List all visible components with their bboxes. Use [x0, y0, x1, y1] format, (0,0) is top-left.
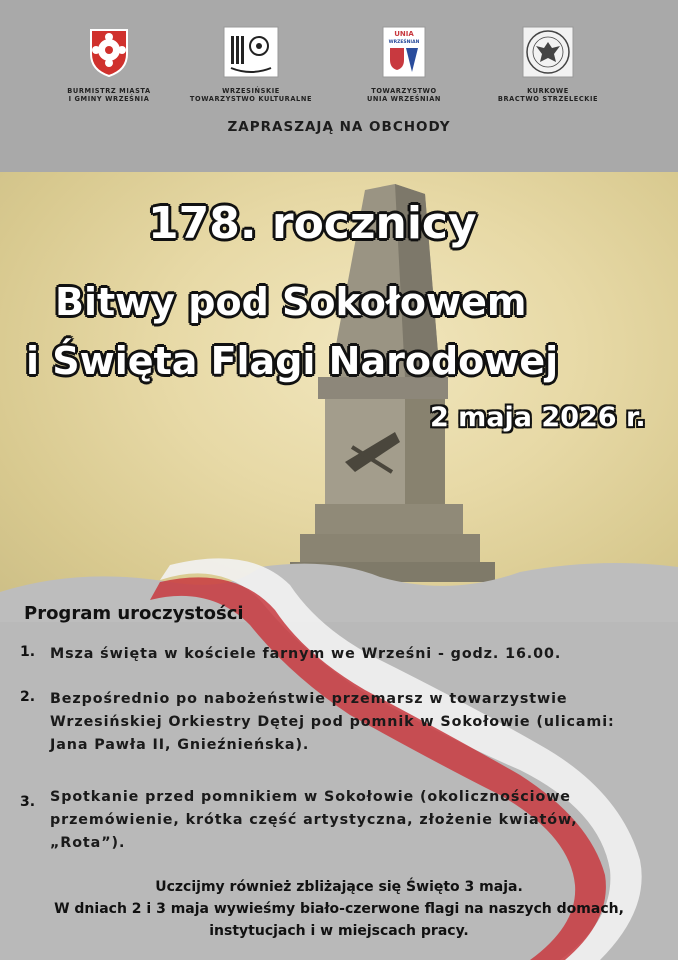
- organizer-unia: [329, 26, 479, 103]
- program-item-text: Msza święta w kościele farnym we Wrześni - godz. 16.00.: [50, 646, 562, 662]
- program-item-number: 3.: [20, 794, 36, 810]
- organizer-name: BURMISTRZ MIASTA I GMINY WRZEŚNIA: [67, 87, 151, 103]
- program-item-number: 1.: [20, 644, 36, 660]
- title-line-2: Bitwy pod Sokołowem: [55, 280, 527, 324]
- program-item-number: 2.: [20, 689, 36, 705]
- closing-line: W dniach 2 i 3 maja wywieśmy biało-czerwone flagi na naszych domach,: [54, 901, 624, 917]
- title-line-3: i Święta Flagi Narodowej: [26, 339, 559, 383]
- society-emblem-icon: [223, 26, 279, 78]
- unia-wrzesnian-logo: [376, 26, 432, 78]
- organizer-name: TOWARZYSTWO UNIA WRZEŚNIAN: [366, 87, 442, 103]
- program-heading: Program uroczystości: [24, 603, 244, 624]
- svg-text:UNIA: UNIA: [394, 30, 414, 38]
- closing-line: Uczcijmy również zbliżające się Święto 3 maja.: [155, 879, 523, 895]
- invite-heading: ZAPRASZAJĄ NA OBCHODY: [227, 119, 451, 135]
- eagle-seal-icon: [520, 26, 576, 78]
- organizer-name: KURKOWE BRACTWO STRZELECKIE: [497, 87, 599, 103]
- closing-line: instytucjach i w miejscach pracy.: [209, 923, 469, 939]
- program-item-text: Spotkanie przed pomnikiem w Sokołowie (okolicznościowe przemówienie, krótka część artystyczna, złożenie kwiatów, „Rota”).: [50, 789, 578, 851]
- header: [0, 0, 678, 172]
- event-date: 2 maja 2026 r.: [430, 402, 646, 433]
- organizer-wtk: [176, 26, 326, 103]
- closing-message: [0, 876, 678, 942]
- shield-rose-icon: [81, 26, 137, 78]
- organizer-burmistrz: [34, 26, 184, 103]
- svg-text:WRZEŚNIAN: WRZEŚNIAN: [388, 40, 420, 45]
- organizer-name: WRZESIŃSKIE TOWARZYSTWO KULTURALNE: [189, 87, 313, 103]
- organizer-kbs: [473, 26, 623, 103]
- title-line-1: 178. rocznicy: [148, 198, 477, 249]
- program-item-text: Bezpośrednio po nabożeństwie przemarsz w towarzystwie Wrzesińskiej Orkiestry Dętej pod pomnik w Sokołowie (ulicami: Jana Pawła II, Gnieźnieńska).: [50, 691, 615, 753]
